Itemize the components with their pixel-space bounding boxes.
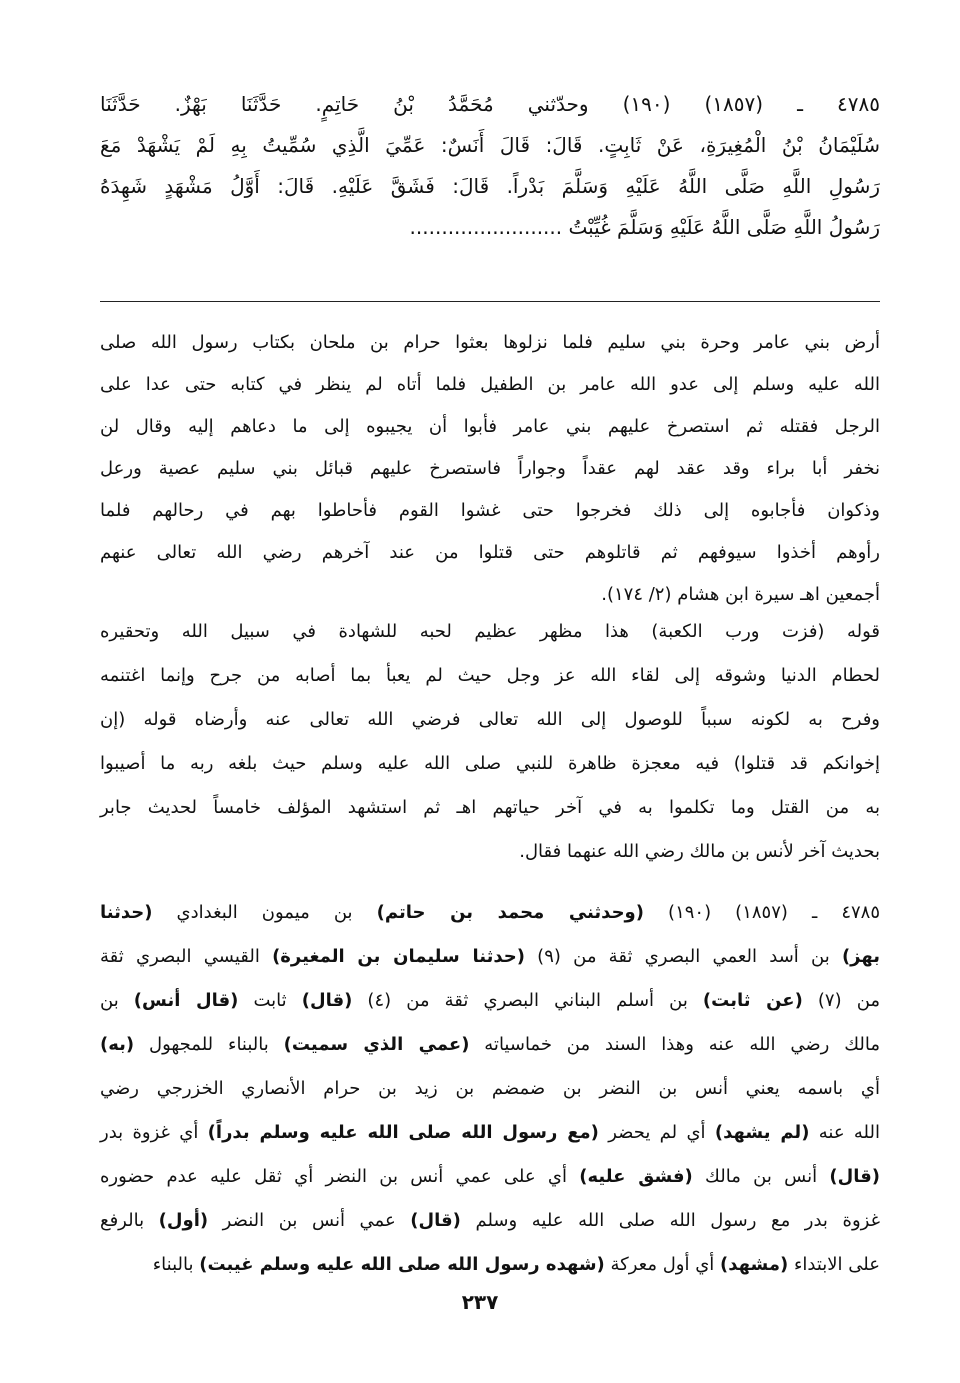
text-segment: رَسُولِ اللَّهِ صَلَّى اللَّهُ عَلَيْهِ وَسَلَّمَ بَدْراً. قَالَ: فَشَقَّ عَلَيْهِ. قَالَ: أَوَّلُ مَشْهَدٍ شَهِدَهُ <box>100 174 880 198</box>
text-segment: ثابت <box>238 990 302 1011</box>
text-segment: لحطام الدنيا وشوقه إلى لقاء الله عز وجل حيث لم يعبأ بما أصابه من جرح وإنما اغتنمه <box>100 665 880 686</box>
commentary-paragraph-1 <box>100 322 880 616</box>
bold-quote: (لم يشهد) <box>714 1122 810 1143</box>
text-line <box>100 830 880 874</box>
bold-quote: (حدثنا <box>100 902 153 923</box>
text-segment: قوله (فزت ورب الكعبة) هذا مظهر عظيم لحبه للشهادة في سبيل الله وتحقيره <box>100 621 880 642</box>
text-segment: أي غزوة بدر <box>100 1122 208 1143</box>
text-segment: أي أول معركة <box>604 1254 721 1275</box>
text-segment: بالبناء للمجهول <box>134 1034 284 1055</box>
text-line <box>100 1023 880 1067</box>
text-segment: من (٧) <box>802 990 881 1011</box>
bold-quote: (عن ثابت) <box>702 990 803 1011</box>
commentary-paragraph-3 <box>100 891 880 1287</box>
bold-quote: بهز) <box>841 946 881 967</box>
text-segment: نخفر أبا براء وقد عقد لهم عقداً وجواراً فاستصرخ عليهم قبائل بني سليم عصية ورعل <box>100 458 880 479</box>
bold-quote: (قال أنس) <box>133 990 239 1011</box>
bold-quote: (قال) <box>301 990 353 1011</box>
text-line <box>100 786 880 830</box>
text-segment: أرض بني عامر وحرة بني سليم فلما نزلوها بعثوا حرام بن ملحان بكتاب رسول الله صلى <box>100 332 880 353</box>
text-segment: بن أسد العمي البصري ثقة من (٩) <box>524 946 842 967</box>
text-segment: أي باسمه يعني أنس بن النضر بن ضمضم بن زيد بن حرام الأنصاري الخزرجي رضي <box>100 1078 880 1099</box>
commentary-paragraph-2 <box>100 610 880 874</box>
text-line <box>100 698 880 742</box>
text-segment: عمي أنس بن النضر <box>208 1210 411 1231</box>
text-line <box>100 891 880 935</box>
text-segment: سُلَيْمَانُ بْنُ الْمُغِيرَةِ، عَنْ ثَابِتٍ. قَالَ: قَالَ أَنَسٌ: عَمِّيَ الَّذِي سُمِّيتُ بِهِ لَمْ يَشْهَدْ مَعَ <box>100 133 880 157</box>
text-segment: بحديث آخر لأنس بن مالك رضي الله عنهما فقال. <box>519 841 880 862</box>
text-line <box>100 1067 880 1111</box>
text-line <box>100 1199 880 1243</box>
text-segment: إخوانكم قد قتلوا) فيه معجزة ظاهرة للنبي صلى الله عليه وسلم حيث بلغه ربه ما أصيبوا <box>100 753 880 774</box>
text-segment: رأوهم أخذوا سيوفهم ثم قاتلوهم حتى قتلوا من عند آخرهم رضي الله تعالى عنهم <box>100 542 880 563</box>
text-line <box>100 448 880 490</box>
text-segment: مالك رضي الله عنه وهذا السند من خماسياته <box>469 1034 880 1055</box>
separator-rule <box>100 301 880 302</box>
text-segment: على الابتداء <box>788 1254 880 1275</box>
text-segment: غزوة بدر مع رسول الله صلى الله عليه وسلم <box>460 1210 880 1231</box>
text-segment: وفرح به لكونه سبباً للوصول إلى الله تعالى فرضي الله تعالى عنه وأرضاه قوله (إن <box>100 709 880 730</box>
bold-quote: (مشهد) <box>720 1254 789 1275</box>
text-line <box>100 610 880 654</box>
text-line <box>100 979 880 1023</box>
text-segment: بن أسلم البناني البصري ثقة من (٤) <box>352 990 703 1011</box>
text-line <box>100 207 880 248</box>
text-segment: بالرفع <box>100 1210 159 1231</box>
text-segment: بن ميمون البغدادي <box>152 902 377 923</box>
text-line <box>100 322 880 364</box>
text-segment: ٤٧٨٥ ـ (١٨٥٧) (١٩٠) <box>643 902 880 923</box>
text-segment: الرجل فقتله ثم استصرخ عليهم بني عامر فأبوا أن يجيبوه إلى ما دعاهم إليه وقال لن <box>100 416 880 437</box>
text-segment: بن <box>100 990 134 1011</box>
text-line <box>100 935 880 979</box>
text-segment: رَسُولُ اللَّهِ صَلَّى اللَّهُ عَلَيْهِ وَسَلَّمَ غُيِّبْتُ ........................ <box>409 215 880 239</box>
text-segment: أي لم يحضر <box>598 1122 715 1143</box>
text-segment: أي على عمي أنس بن النضر أي ثقل عليه عدم حضوره <box>100 1166 580 1187</box>
bold-quote: (وحدثني محمد بن حاتم) <box>376 902 644 923</box>
text-line <box>100 166 880 207</box>
text-segment: وذكوان فأجابوه إلى ذلك فخرجوا حتى غشوا القوم فأحاطوا بهم في رحالهم فلما <box>100 500 880 521</box>
bold-quote: (حدثنا سليمان بن المغيرة) <box>272 946 525 967</box>
bold-quote: (مع رسول الله صلى الله عليه وسلم بدراً) <box>207 1122 599 1143</box>
text-segment: به من القتل وما تكلموا به في آخر حياتهم اهـ ثم استشهد المؤلف خامساً لحديث جابر <box>100 797 880 818</box>
text-line <box>100 1243 880 1287</box>
text-line <box>100 364 880 406</box>
bold-quote: (به) <box>100 1034 135 1055</box>
bold-quote: (فشق عليه) <box>579 1166 693 1187</box>
text-line <box>100 125 880 166</box>
bold-quote: (شهده رسول الله صلى الله عليه وسلم غيبت) <box>199 1254 605 1275</box>
bold-quote: (أول) <box>158 1210 209 1231</box>
text-segment: القيسي البصري ثقة <box>100 946 273 967</box>
text-segment: ٤٧٨٥ ـ (١٨٥٧) (١٩٠) وحدّثني مُحَمَّدُ بْنُ حَاتِمٍ. حَدَّثَنَا بَهْزٌ. حَدَّثَنَا <box>100 92 880 116</box>
text-segment: أجمعين اهـ سيرة ابن هشام (٢/ ١٧٤). <box>601 584 880 605</box>
page-number: ٢٣٧ <box>461 1290 499 1314</box>
text-line <box>100 532 880 574</box>
text-line <box>100 84 880 125</box>
text-segment: الله عنه <box>809 1122 880 1143</box>
bold-quote: (قال) <box>829 1166 880 1187</box>
text-line <box>100 1155 880 1199</box>
text-segment: بالبناء <box>152 1254 200 1275</box>
bold-quote: (قال) <box>410 1210 461 1231</box>
hadith-text <box>100 84 880 248</box>
text-line <box>100 654 880 698</box>
text-line <box>100 490 880 532</box>
text-line <box>100 406 880 448</box>
text-segment: الله عليه وسلم إلى عدو الله عامر بن الطفيل فلما أتاه لم ينظر في كتابه حتى عدا على <box>100 374 880 395</box>
text-line <box>100 1111 880 1155</box>
text-segment: أنس بن مالك <box>692 1166 830 1187</box>
bold-quote: (عمي الذي سميت) <box>283 1034 470 1055</box>
text-line <box>100 742 880 786</box>
